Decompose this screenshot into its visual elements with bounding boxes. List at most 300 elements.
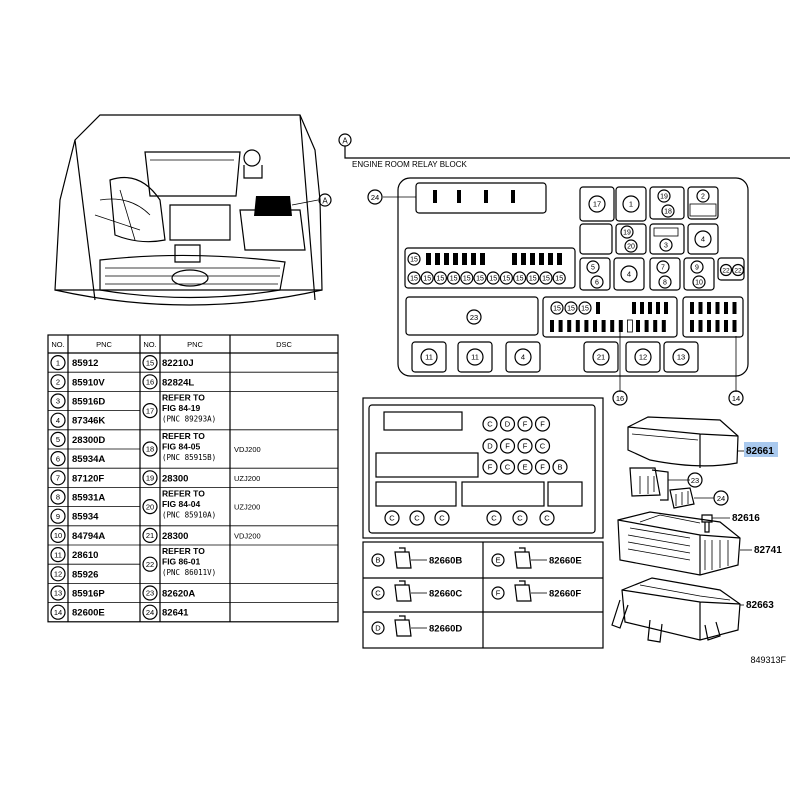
svg-text:6: 6 [595, 279, 599, 287]
svg-text:19: 19 [660, 193, 668, 201]
table-dsc: UZJ200 [234, 473, 261, 483]
fuse-F-r3-3 [536, 460, 550, 474]
table-no-2 [51, 375, 65, 389]
svg-text:D: D [375, 623, 381, 633]
svg-text:15: 15 [542, 275, 550, 283]
table-no-6 [51, 452, 65, 466]
svg-text:4: 4 [520, 352, 526, 362]
svg-text:C: C [517, 513, 523, 523]
table-pnc: 82824L [162, 377, 195, 389]
table-no-14 [51, 605, 65, 619]
svg-text:3: 3 [664, 242, 668, 250]
fuse-terminal-t3 [716, 302, 720, 314]
label-82663: 82663 [746, 600, 774, 611]
fuse-terminal-a1 [435, 253, 440, 265]
table-row [143, 392, 216, 423]
table-no-15 [143, 356, 157, 370]
fuse-E-r3-2 [518, 460, 532, 474]
svg-text:15: 15 [581, 305, 589, 313]
table-row [51, 605, 105, 619]
fuse-terminal-m2 [648, 302, 652, 314]
callout-15-row-8 [514, 272, 526, 284]
table-pnc-line: (PNC 89293A) [162, 414, 217, 424]
svg-text:4: 4 [55, 415, 61, 425]
svg-text:C: C [389, 513, 395, 523]
connector-body-B [395, 548, 411, 568]
fuse-c-r4-4 [513, 511, 527, 525]
location-marker-a: A [322, 196, 328, 206]
svg-text:C: C [414, 513, 420, 523]
table-row [51, 394, 105, 408]
svg-text:15: 15 [528, 275, 537, 283]
svg-text:2: 2 [55, 377, 61, 387]
svg-text:16: 16 [615, 394, 625, 403]
fuse-terminal-r7 [610, 320, 614, 332]
svg-text:B: B [557, 462, 563, 472]
table-pnc: 82600E [72, 607, 105, 619]
svg-text:11: 11 [54, 550, 62, 560]
svg-text:F: F [522, 441, 528, 451]
connector-pnc-B: 82660B [429, 555, 463, 567]
parts-table [48, 335, 338, 622]
fuse-D-r1-1 [501, 417, 515, 431]
table-row [51, 586, 105, 600]
callout-relay-12 [635, 349, 651, 365]
callout-15-row-7 [500, 272, 512, 284]
fuse-terminal-t2 [707, 302, 711, 314]
table-pnc-line: (PNC 86011V) [162, 568, 217, 577]
table-pnc-line: FIG 84-04 [162, 498, 201, 509]
table-dsc: VDJ200 [234, 531, 261, 541]
callout-15-row-1 [421, 272, 433, 284]
fuse-terminal-b3 [539, 253, 544, 265]
connector-82660E [492, 548, 582, 568]
table-no-8 [51, 490, 65, 504]
callout-9 [691, 261, 703, 273]
table-row [143, 375, 194, 389]
table-row [143, 356, 194, 370]
table-no-11 [51, 548, 65, 562]
connector-letter-C [372, 587, 384, 599]
fuse-F-r1-3 [536, 417, 550, 431]
fuse-F-r2-1 [501, 439, 515, 453]
fuse-terminal-r5 [593, 320, 597, 332]
engine-room-relay-block [368, 178, 748, 376]
fuse-terminal-r3 [576, 320, 580, 332]
fuse-terminal-m4 [664, 302, 668, 314]
svg-text:D: D [487, 441, 493, 451]
relay-23 [630, 468, 668, 500]
callout-22-a [721, 265, 732, 276]
relay-blank [580, 224, 612, 254]
connector-letter-D [372, 622, 384, 634]
table-row [143, 528, 261, 542]
svg-text:21: 21 [596, 352, 606, 362]
fuse-C-r2-3 [536, 439, 550, 453]
svg-text:3: 3 [55, 396, 61, 406]
table-row [143, 586, 195, 600]
svg-text:11: 11 [425, 352, 433, 362]
callout-15-a [408, 253, 420, 265]
fuse-terminal-r4 [584, 320, 588, 332]
connector-body-D [395, 616, 411, 636]
table-header-0: NO. [51, 340, 65, 349]
fuse-terminal-m0 [632, 302, 636, 314]
fuse-c-r4-0 [385, 511, 399, 525]
table-header-2: NO. [143, 340, 157, 349]
svg-text:F: F [495, 588, 501, 598]
callout-15-mid-b [565, 302, 577, 314]
table-pnc-line: (PNC 85915B) [162, 452, 217, 462]
callout-relay-4-bottom [515, 349, 531, 365]
svg-text:10: 10 [695, 279, 703, 287]
svg-text:18: 18 [145, 444, 155, 454]
fuse-panel-layout [363, 398, 603, 538]
callout-10 [693, 276, 705, 288]
svg-text:7: 7 [55, 473, 61, 483]
svg-text:19: 19 [145, 473, 155, 483]
table-no-10 [51, 528, 65, 542]
table-row [51, 548, 98, 562]
svg-text:7: 7 [661, 264, 665, 272]
relay-terminal-2 [484, 190, 488, 203]
table-pnc: 85934A [72, 454, 106, 466]
fuse-terminal-t0 [690, 302, 694, 314]
callout-20 [625, 240, 637, 252]
svg-text:F: F [522, 419, 528, 429]
table-no-16 [143, 375, 157, 389]
fuse-terminal-u5 [733, 320, 737, 332]
table-no-13 [51, 586, 65, 600]
callout-18-top [662, 205, 674, 217]
table-row [51, 471, 104, 485]
connector-82660B [372, 548, 462, 568]
engine-bay-illustration [55, 115, 331, 305]
table-pnc: 87120F [72, 473, 105, 485]
svg-text:24: 24 [145, 607, 155, 617]
svg-text:17: 17 [145, 406, 155, 416]
fuse-terminal-u3 [716, 320, 720, 332]
connector-body-E [515, 548, 531, 568]
table-header-1: PNC [96, 340, 112, 349]
svg-text:F: F [505, 441, 510, 451]
svg-text:15: 15 [410, 275, 418, 283]
svg-text:1: 1 [628, 199, 634, 209]
callout-15-row-11 [553, 272, 565, 284]
svg-text:14: 14 [53, 607, 63, 617]
fuse-terminal-r0 [550, 320, 554, 332]
table-row [51, 432, 105, 446]
svg-text:9: 9 [55, 511, 61, 521]
callout-8 [659, 276, 671, 288]
fuse-terminal-u0 [690, 320, 694, 332]
table-pnc: 87346K [72, 415, 106, 427]
callout-23-exploded: 23 [690, 476, 700, 485]
callout-relay-21 [593, 349, 609, 365]
svg-text:15: 15 [502, 275, 511, 283]
svg-text:15: 15 [145, 358, 155, 368]
relay-terminal-0 [433, 190, 437, 203]
svg-text:12: 12 [53, 569, 63, 579]
fuse-terminal-b2 [530, 253, 535, 265]
table-pnc: 85926 [72, 569, 99, 581]
callout-15-row-10 [540, 272, 552, 284]
table-row [51, 356, 98, 370]
fuse-terminal-a0 [426, 253, 431, 265]
fuse-terminal-r1 [559, 320, 563, 332]
connector-letter-E [492, 554, 504, 566]
callout-15-row-2 [434, 272, 446, 284]
svg-text:21: 21 [145, 531, 155, 541]
callout-14 [729, 336, 743, 405]
svg-text:15: 15 [476, 275, 484, 283]
svg-text:E: E [495, 555, 501, 565]
bolt-82616 [702, 515, 712, 532]
svg-text:15: 15 [449, 275, 458, 283]
relay-terminal-1 [457, 190, 461, 203]
table-pnc-line: (PNC 85910A) [162, 510, 217, 520]
table-no-17 [143, 404, 157, 418]
table-no-21 [143, 528, 157, 542]
relay-24 [670, 488, 694, 508]
callout-relay-11-b [467, 349, 483, 365]
fuse-terminal-b1 [521, 253, 526, 265]
connector-pnc-F: 82660F [549, 588, 582, 600]
callout-relay-13 [673, 349, 689, 365]
table-no-19 [143, 471, 157, 485]
svg-text:8: 8 [663, 279, 667, 287]
table-no-5 [51, 432, 65, 446]
relay-2-slot [690, 204, 716, 216]
connector-pnc-C: 82660C [429, 588, 463, 600]
svg-text:B: B [375, 555, 381, 565]
fuse-terminal-a2 [444, 253, 449, 265]
svg-text:10: 10 [53, 531, 63, 541]
table-row [143, 605, 189, 619]
table-row [51, 567, 98, 581]
table-no-24 [143, 605, 157, 619]
svg-text:C: C [539, 441, 546, 451]
fuse-terminal-r11 [645, 320, 649, 332]
callout-19-top [658, 190, 670, 202]
table-no-7 [51, 471, 65, 485]
callout-19 [621, 226, 633, 238]
callout-2 [697, 190, 709, 202]
table-pnc: 28300D [72, 434, 106, 446]
callout-7 [657, 261, 669, 273]
fuse-terminal-u1 [699, 320, 703, 332]
table-dsc: VDJ200 [234, 445, 261, 454]
table-pnc-line: REFER TO [162, 392, 205, 403]
fuse-c-r4-1 [410, 511, 424, 525]
table-row [51, 509, 99, 523]
svg-text:2: 2 [701, 193, 705, 201]
svg-text:9: 9 [695, 264, 699, 272]
fuse-terminal-b4 [548, 253, 553, 265]
fuse-terminal-r2 [567, 320, 571, 332]
svg-text:23: 23 [145, 588, 155, 598]
svg-text:12: 12 [638, 352, 648, 362]
svg-text:D: D [504, 419, 511, 429]
fuse-terminal-r8 [619, 320, 623, 332]
table-pnc: 82210J [162, 358, 194, 370]
svg-text:F: F [540, 462, 545, 472]
svg-text:C: C [439, 513, 445, 523]
fuse-terminal-r12 [653, 320, 657, 332]
table-pnc-line: FIG 84-19 [162, 402, 201, 413]
callout-5 [587, 261, 599, 273]
fuse-terminal-mid [596, 302, 600, 314]
section-title: ENGINE ROOM RELAY BLOCK [352, 160, 467, 169]
svg-text:4: 4 [700, 234, 706, 244]
fuse-terminal-u4 [724, 320, 728, 332]
fuse-terminal-r6 [602, 320, 606, 332]
connector-pnc-D: 82660D [429, 623, 463, 635]
fuse-c-r4-2 [435, 511, 449, 525]
fuse-F-r3-0 [483, 460, 497, 474]
svg-text:16: 16 [145, 377, 155, 387]
relay-block-header [339, 134, 790, 169]
svg-text:20: 20 [627, 243, 635, 251]
svg-text:13: 13 [676, 352, 686, 362]
fuse-terminal-t1 [699, 302, 703, 314]
fuse-terminal-b0 [512, 253, 517, 265]
table-row [51, 528, 105, 542]
callout-15-row-6 [487, 272, 499, 284]
callout-15-row-4 [461, 272, 473, 284]
fuse-terminal-u2 [707, 320, 711, 332]
svg-text:13: 13 [53, 588, 63, 598]
table-no-1 [51, 356, 65, 370]
table-pnc: 85916D [72, 396, 106, 408]
table-pnc: 85910V [72, 377, 105, 389]
fuse-terminal-b5 [557, 253, 562, 265]
callout-23: 23 [469, 313, 479, 322]
callout-15-mid-a [551, 302, 563, 314]
fuse-terminal-r13 [662, 320, 666, 332]
table-no-9 [51, 509, 65, 523]
table-pnc: 28610 [72, 550, 99, 562]
table-no-23 [143, 586, 157, 600]
table-row [51, 413, 105, 427]
fuse-C-r3-1 [501, 460, 515, 474]
fuse-terminal-a5 [471, 253, 476, 265]
svg-text:5: 5 [591, 264, 595, 272]
svg-text:8: 8 [55, 492, 61, 502]
fuse-C-r1-0 [483, 417, 497, 431]
svg-text:15: 15 [567, 305, 575, 313]
fuse-terminal-a4 [462, 253, 467, 265]
svg-text:15: 15 [423, 275, 432, 283]
table-pnc: 84794A [72, 530, 106, 542]
svg-text:15: 15 [410, 256, 418, 264]
callout-15-row-0 [408, 272, 420, 284]
relay-block-cover [628, 417, 738, 468]
svg-text:17: 17 [592, 199, 602, 209]
table-no-4 [51, 413, 65, 427]
svg-text:F: F [540, 419, 545, 429]
svg-text:5: 5 [55, 435, 61, 445]
svg-text:14: 14 [731, 394, 741, 403]
callout-24-exploded: 24 [716, 494, 726, 503]
callout-24: 24 [370, 193, 380, 202]
svg-text:E: E [522, 462, 528, 472]
table-no-12 [51, 567, 65, 581]
fuse-B-r3-4 [553, 460, 567, 474]
section-marker: A [342, 136, 348, 146]
table-pnc-line: FIG 86-01 [162, 556, 201, 567]
table-pnc: 85912 [72, 358, 99, 370]
svg-text:18: 18 [664, 208, 672, 216]
fuse-terminal-a3 [453, 253, 458, 265]
relay-block-82741 [618, 512, 740, 575]
fuse-c-r4-3 [487, 511, 501, 525]
callout-4-top [695, 231, 711, 247]
table-pnc: 85934 [72, 511, 99, 523]
svg-text:C: C [504, 462, 511, 472]
table-pnc-line: REFER TO [162, 430, 205, 441]
table-dsc: UZJ200 [234, 502, 261, 512]
table-pnc-line: FIG 84-05 [162, 441, 201, 452]
callout-15-mid-c [579, 302, 591, 314]
table-row [143, 546, 216, 577]
connector-letter-B [372, 554, 384, 566]
connector-grid [363, 542, 603, 648]
fuse-slot-hatched [627, 320, 632, 332]
svg-text:1: 1 [55, 358, 61, 368]
table-pnc: 82620A [162, 588, 196, 600]
connector-82660C [372, 581, 462, 601]
svg-text:22: 22 [722, 267, 730, 275]
table-row [143, 431, 261, 462]
fuse-terminal-a6 [480, 253, 485, 265]
connector-body-C [395, 581, 411, 601]
table-pnc-line: REFER TO [162, 546, 205, 556]
relay-terminal-3 [511, 190, 515, 203]
bracket-82663 [612, 578, 740, 642]
svg-text:F: F [487, 462, 493, 472]
callout-1 [623, 196, 639, 212]
callout-16 [613, 326, 627, 405]
svg-text:6: 6 [55, 454, 61, 464]
svg-text:15: 15 [555, 275, 564, 283]
callout-4-mid [621, 266, 637, 282]
fuse-terminal-t5 [733, 302, 737, 314]
fuse-D-r2-0 [483, 439, 497, 453]
table-row [51, 490, 105, 504]
callout-15-row-9 [527, 272, 539, 284]
table-no-18 [143, 442, 157, 456]
svg-text:11: 11 [471, 352, 479, 362]
table-pnc: 28300 [162, 530, 189, 542]
label-82661: 82661 [746, 446, 774, 457]
connector-body-F [515, 581, 531, 601]
fuse-F-r2-2 [518, 439, 532, 453]
table-row [51, 375, 105, 389]
connector-82660D [372, 616, 462, 636]
svg-text:20: 20 [145, 502, 155, 512]
svg-text:19: 19 [623, 229, 631, 237]
connector-letter-F [492, 587, 504, 599]
connector-82660F [492, 581, 581, 601]
callout-6 [591, 276, 603, 288]
svg-text:C: C [375, 588, 381, 598]
table-no-22 [143, 557, 157, 571]
label-82741: 82741 [754, 545, 782, 556]
table-header-4: DSC [276, 340, 292, 349]
table-header-3: PNC [187, 340, 203, 349]
callout-22-b [733, 265, 744, 276]
